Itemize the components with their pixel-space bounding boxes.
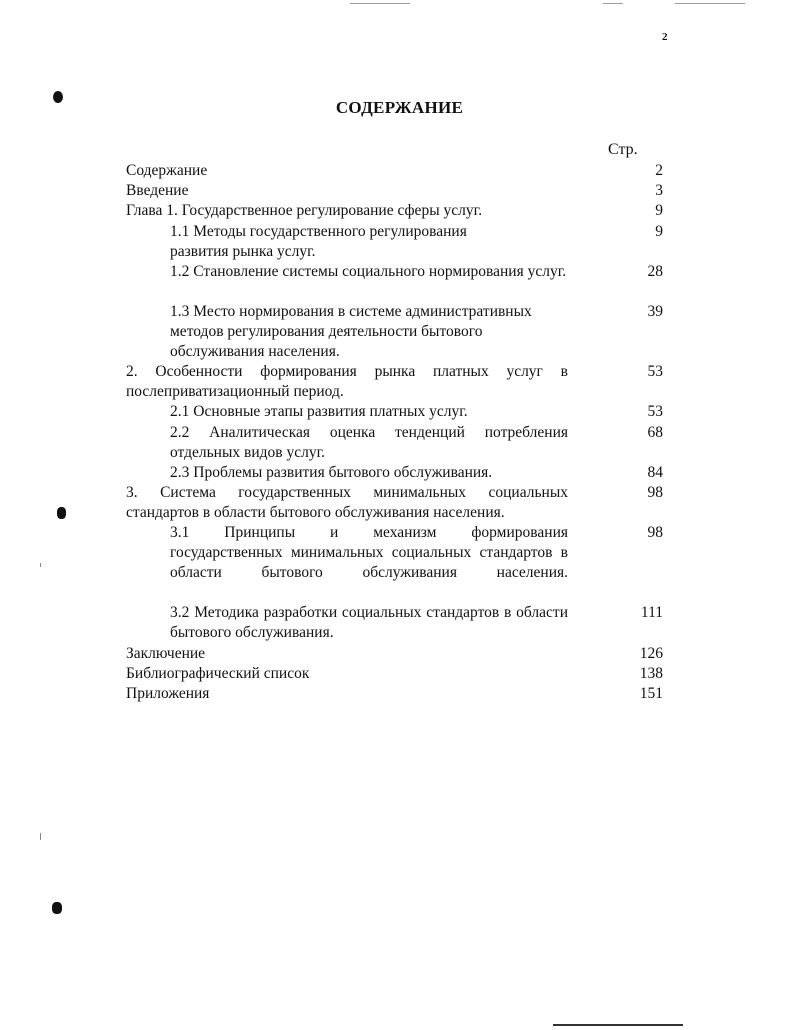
toc-entry-page: 151: [639, 685, 663, 702]
toc-entry-page: 3: [655, 182, 663, 199]
toc-entry-text: 3.1 Принципы и механизм формирования государственных минимальных социальных стандартов в области бытового обслуживания населения.: [170, 524, 568, 581]
toc-entry-page: 111: [640, 604, 663, 621]
toc-entry-text: Введение: [126, 182, 189, 199]
toc-title: СОДЕРЖАНИЕ: [335, 98, 464, 117]
toc-entry-text: 3. Система государственных минимальных социальных стандартов в области бытового обслуживания населения.: [126, 484, 568, 521]
toc-entry-page: 9: [655, 223, 663, 240]
toc-entry-text: 1.2 Становление системы социального нормирования услуг.: [170, 263, 567, 280]
toc-entry-page: 39: [647, 303, 663, 320]
toc-entry-text: 2. Особенности формирования рынка платных услуг в послеприватизационный период.: [126, 363, 568, 400]
page-column-header: Стр.: [608, 141, 638, 158]
toc-entry-page: 53: [647, 403, 663, 420]
page-number: 2: [662, 31, 668, 43]
toc-entry-text: 1.3 Место нормирования в системе административных методов регулирования деятельности бытового обслуживания населения.: [170, 303, 532, 360]
toc-entry-text: 2.3 Проблемы развития бытового обслуживания.: [170, 464, 493, 481]
toc-entry-page: 84: [647, 464, 663, 481]
toc-entry-page: 28: [647, 263, 663, 280]
toc-entry-page: 98: [647, 484, 663, 501]
toc-entry-text: Приложения: [126, 685, 210, 702]
toc-entry-text: 1.1 Методы государственного регулирования развития рынка услуг.: [170, 223, 467, 260]
toc-entry-page: 138: [639, 665, 663, 682]
toc-entry-text: 2.1 Основные этапы развития платных услуг.: [170, 403, 468, 420]
toc-entry-text: Библиографический список: [126, 665, 310, 682]
toc-entry-text: Глава 1. Государственное регулирование сферы услуг.: [126, 202, 483, 219]
toc-entry-page: 2: [655, 162, 663, 179]
toc-entry-page: 68: [647, 424, 663, 441]
toc-entry-page: 9: [655, 202, 663, 219]
toc-entry-text: 2.2 Аналитическая оценка тенденций потребления отдельных видов услуг.: [170, 424, 568, 461]
toc-entry-text: Содержание: [126, 162, 208, 179]
toc-entry-page: 53: [647, 363, 663, 380]
toc-entry-page: 126: [639, 645, 663, 662]
toc-entry-text: Заключение: [126, 645, 206, 662]
toc-entry-page: 98: [647, 524, 663, 541]
toc-entry-text: 3.2 Методика разработки социальных стандартов в области бытового обслуживания.: [170, 604, 568, 641]
